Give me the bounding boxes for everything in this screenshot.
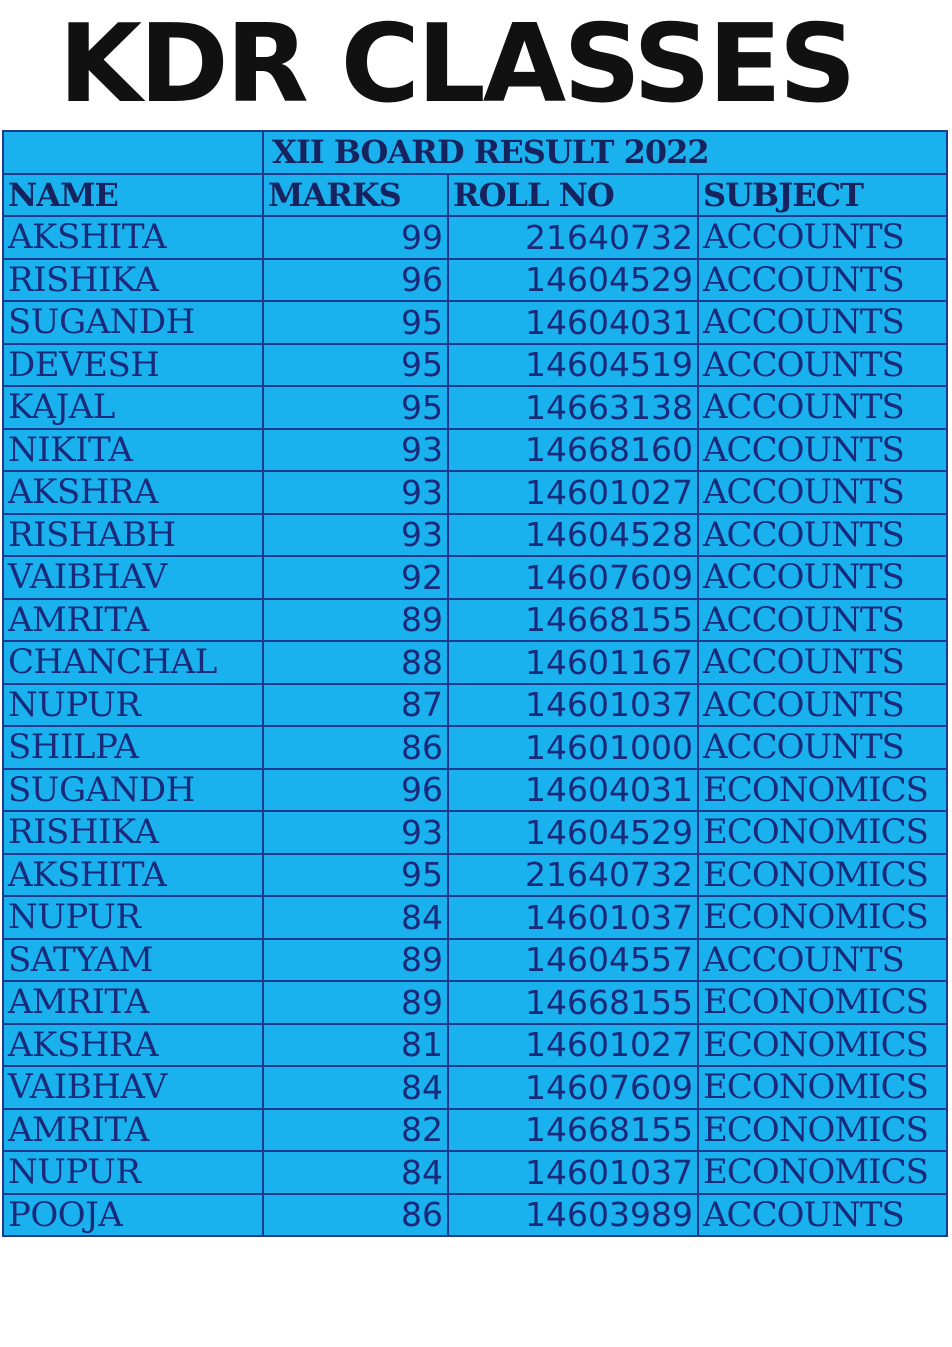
roll-no-cell: 14604528 [448, 514, 698, 557]
name-cell: AMRITA [3, 981, 263, 1024]
table-row [3, 301, 947, 344]
marks-cell: 96 [263, 259, 448, 302]
roll-no-cell: 14604529 [448, 259, 698, 302]
name-cell: VAIBHAV [3, 1066, 263, 1109]
subject-cell: ACCOUNTS [698, 259, 947, 302]
table-row [3, 259, 947, 302]
subject-cell: ACCOUNTS [698, 684, 947, 727]
table-row [3, 769, 947, 812]
table-row [3, 1024, 947, 1067]
name-cell: KAJAL [3, 386, 263, 429]
marks-cell: 89 [263, 939, 448, 982]
roll-no-cell: 14604031 [448, 769, 698, 812]
caption-empty-cell [3, 131, 263, 174]
marks-cell: 89 [263, 599, 448, 642]
table-row [3, 854, 947, 897]
table-row [3, 1066, 947, 1109]
page-title: KDR CLASSES [58, 2, 854, 127]
name-cell: SUGANDH [3, 769, 263, 812]
name-cell: AKSHITA [3, 216, 263, 259]
subject-cell: ECONOMICS [698, 1024, 947, 1067]
subject-cell: ACCOUNTS [698, 599, 947, 642]
subject-cell: ACCOUNTS [698, 344, 947, 387]
table-row [3, 641, 947, 684]
marks-cell: 89 [263, 981, 448, 1024]
name-cell: RISHIKA [3, 259, 263, 302]
column-header-marks: MARKS [263, 174, 448, 217]
roll-no-cell: 14607609 [448, 1066, 698, 1109]
name-cell: AMRITA [3, 599, 263, 642]
marks-cell: 86 [263, 1194, 448, 1237]
subject-cell: ACCOUNTS [698, 471, 947, 514]
marks-cell: 84 [263, 1151, 448, 1194]
table-row [3, 556, 947, 599]
marks-cell: 95 [263, 386, 448, 429]
name-cell: NUPUR [3, 1151, 263, 1194]
marks-cell: 93 [263, 811, 448, 854]
name-cell: DEVESH [3, 344, 263, 387]
marks-cell: 93 [263, 514, 448, 557]
roll-no-cell: 21640732 [448, 854, 698, 897]
roll-no-cell: 14601037 [448, 1151, 698, 1194]
subject-cell: ECONOMICS [698, 896, 947, 939]
subject-cell: ACCOUNTS [698, 216, 947, 259]
table-row [3, 599, 947, 642]
table-row [3, 981, 947, 1024]
marks-cell: 81 [263, 1024, 448, 1067]
marks-cell: 88 [263, 641, 448, 684]
name-cell: SATYAM [3, 939, 263, 982]
roll-no-cell: 14663138 [448, 386, 698, 429]
name-cell: POOJA [3, 1194, 263, 1237]
subject-cell: ACCOUNTS [698, 301, 947, 344]
marks-cell: 95 [263, 344, 448, 387]
roll-no-cell: 14668155 [448, 981, 698, 1024]
column-header-row [3, 174, 947, 217]
roll-no-cell: 14668155 [448, 1109, 698, 1152]
table-row [3, 514, 947, 557]
roll-no-cell: 14668155 [448, 599, 698, 642]
subject-cell: ACCOUNTS [698, 556, 947, 599]
marks-cell: 92 [263, 556, 448, 599]
marks-cell: 95 [263, 854, 448, 897]
column-header-subject: SUBJECT [698, 174, 947, 217]
table-row [3, 429, 947, 472]
table-row [3, 726, 947, 769]
column-header-name: NAME [3, 174, 263, 217]
subject-cell: ACCOUNTS [698, 939, 947, 982]
marks-cell: 93 [263, 429, 448, 472]
subject-cell: ECONOMICS [698, 981, 947, 1024]
table-row [3, 1151, 947, 1194]
name-cell: RISHABH [3, 514, 263, 557]
table-row [3, 344, 947, 387]
table-row [3, 896, 947, 939]
name-cell: AKSHITA [3, 854, 263, 897]
roll-no-cell: 14601027 [448, 471, 698, 514]
marks-cell: 82 [263, 1109, 448, 1152]
table-row [3, 471, 947, 514]
name-cell: SUGANDH [3, 301, 263, 344]
subject-cell: ACCOUNTS [698, 1194, 947, 1237]
subject-cell: ACCOUNTS [698, 726, 947, 769]
name-cell: NIKITA [3, 429, 263, 472]
subject-cell: ACCOUNTS [698, 386, 947, 429]
table-caption: XII BOARD RESULT 2022 [263, 131, 947, 174]
subject-cell: ECONOMICS [698, 1109, 947, 1152]
name-cell: CHANCHAL [3, 641, 263, 684]
roll-no-cell: 14601037 [448, 684, 698, 727]
marks-cell: 93 [263, 471, 448, 514]
name-cell: RISHIKA [3, 811, 263, 854]
roll-no-cell: 14604031 [448, 301, 698, 344]
subject-cell: ECONOMICS [698, 769, 947, 812]
column-header-roll-no: ROLL NO [448, 174, 698, 217]
roll-no-cell: 14601027 [448, 1024, 698, 1067]
subject-cell: ACCOUNTS [698, 514, 947, 557]
subject-cell: ACCOUNTS [698, 641, 947, 684]
roll-no-cell: 14601167 [448, 641, 698, 684]
roll-no-cell: 14604519 [448, 344, 698, 387]
subject-cell: ECONOMICS [698, 1066, 947, 1109]
marks-cell: 87 [263, 684, 448, 727]
marks-cell: 86 [263, 726, 448, 769]
roll-no-cell: 14604557 [448, 939, 698, 982]
table-row [3, 216, 947, 259]
roll-no-cell: 14603989 [448, 1194, 698, 1237]
table-row [3, 386, 947, 429]
subject-cell: ACCOUNTS [698, 429, 947, 472]
marks-cell: 84 [263, 896, 448, 939]
marks-cell: 95 [263, 301, 448, 344]
name-cell: VAIBHAV [3, 556, 263, 599]
caption-row [3, 131, 947, 174]
name-cell: SHILPA [3, 726, 263, 769]
table-row [3, 684, 947, 727]
table-row [3, 939, 947, 982]
name-cell: NUPUR [3, 896, 263, 939]
subject-cell: ECONOMICS [698, 811, 947, 854]
marks-cell: 99 [263, 216, 448, 259]
subject-cell: ECONOMICS [698, 1151, 947, 1194]
roll-no-cell: 14604529 [448, 811, 698, 854]
name-cell: AMRITA [3, 1109, 263, 1152]
roll-no-cell: 14607609 [448, 556, 698, 599]
roll-no-cell: 14668160 [448, 429, 698, 472]
name-cell: AKSHRA [3, 1024, 263, 1067]
roll-no-cell: 14601000 [448, 726, 698, 769]
roll-no-cell: 21640732 [448, 216, 698, 259]
table-row [3, 811, 947, 854]
marks-cell: 84 [263, 1066, 448, 1109]
result-table [2, 130, 948, 1237]
name-cell: NUPUR [3, 684, 263, 727]
marks-cell: 96 [263, 769, 448, 812]
name-cell: AKSHRA [3, 471, 263, 514]
subject-cell: ECONOMICS [698, 854, 947, 897]
table-row [3, 1194, 947, 1237]
table-row [3, 1109, 947, 1152]
roll-no-cell: 14601037 [448, 896, 698, 939]
